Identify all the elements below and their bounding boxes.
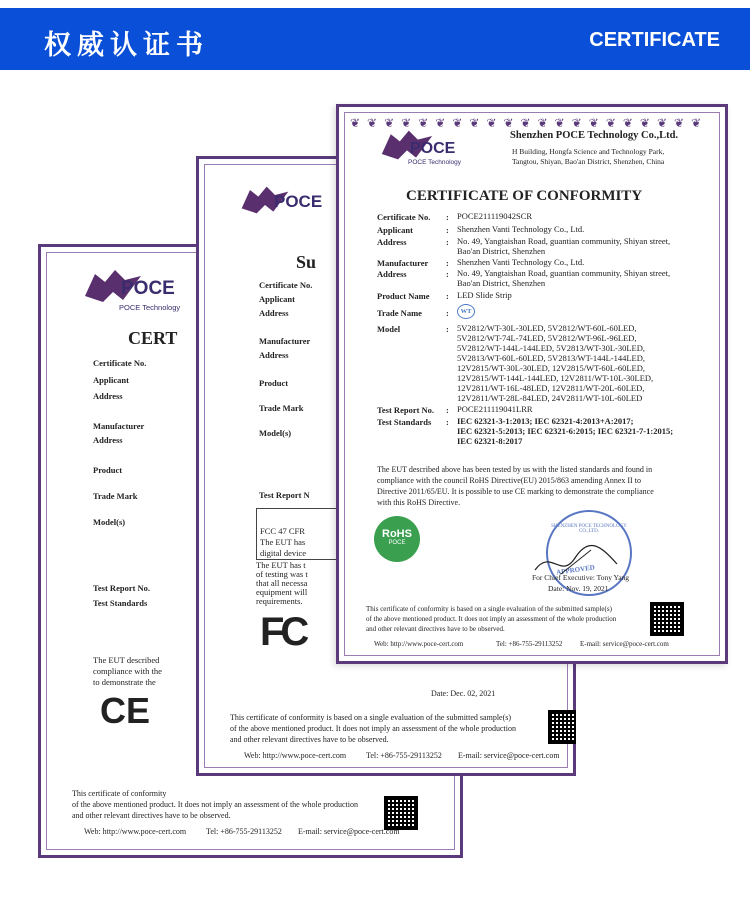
- qr-code: [384, 796, 418, 830]
- company-seal: SHENZHEN POCE TECHNOLOGY CO.,LTD. APPROVED: [546, 510, 632, 596]
- rohs-badge: RoHS POCE: [374, 516, 420, 562]
- certificate-ce: POCE POCE Technology CERT Certificate No. Applicant Address Manufacturer Address Product Trade Mark Model(s) Test Report No. Test Standards The EUT described compliance with the to demonstrate the CE This certificate of conformity of the above mentioned product. It does not imply an assessment of the whole production and other relevant directives have to be observed. Web: http://www.poce-cert.com Tel: +86-755-29113252 E-mail: service@poce-cert.com: [38, 244, 463, 858]
- ce-mark: CE: [100, 690, 151, 731]
- poce-logo: POCE POCE Technology: [83, 266, 223, 316]
- certificate-title: CERTIFICATE OF CONFORMITY: [406, 188, 643, 204]
- poce-logo: POCE POCE Technology: [380, 126, 500, 170]
- trade-name-logo: WT: [457, 304, 475, 319]
- cert-heading: CERT: [128, 328, 178, 348]
- header-banner: [0, 8, 750, 70]
- banner-title-cn: 权威认证书: [44, 30, 209, 61]
- certificate-rohs: ❦ ❦ ❦ ❦ ❦ ❦ ❦ ❦ ❦ ❦ ❦ ❦ ❦ ❦ ❦ ❦ ❦ ❦ ❦ ❦ ❦ POCE POCE Technology Shenzhen POCE Technology Co.,Ltd. H Building, Hongfa Science and Technology Park, Tangtou, Shiyan, Bao'an District, Shenzhen, China CERTIFICATE OF CONFORMITY Certificate No. : POCE211119042SCR Applicant : Shenzhen Vanti Technology Co., Ltd. Address : No. 49, Yangtaishan Road, guantian community, Shiyan street, Bao'an District, Shenzhen Manufacturer : Shenzhen Vanti Technology Co., Ltd. Address : No. 49, Yangtaishan Road, guantian community, Shiyan street, Bao'an District, Shenzhen Product Name : LED Slide Strip Trade Name : WT Model : 5V2812/WT-30L-30LED, 5V2812/WT-60L-60LED, 5V2812/WT-74L-74LED, 5V2812/WT-96L-96LED, 5V2812/WT-144L-144LED, 5V2813/WT-30L-30LED, 5V2813/WT-60L-60LED, 5V2813/WT-144L-144LED, 12V2815/WT-30L-30LED, 12V2815/WT-60L-60LED, 12V2815/WT-144L-144LED, 12V2811/WT-10L-30LED, 12V2811/WT-16L-48LED, 12V2811/WT-20L-60LED, 12V2811/WT-28L-84LED, 24V2811/WT-10L-60LED Test Report No. : POCE211119041LRR Test Standards : IEC 62321-3-1:2013; IEC 62321-4:2013+A:2017; IEC 62321-5:2013; IEC 62321-6:2015; IEC 62321-7-1:2015; IEC 62321-8:2017 The EUT described above has been tested by us with the listed standards and found in compliance with the council RoHS Directive(EU) 2015/863 amending Annex II to Directive 2011/65/EU. It is possible to use CE marking to demonstrate the compliance with this RoHS Directive. RoHS POCE SHENZHEN POCE TECHNOLOGY CO.,LTD. APPROVED For Chief Executive: Tony Yang Date: Nov. 19, 2021 This certificate of conformity is based on a single evaluation of the submitted sample(s) of the above mentioned product. It does not imply an assessment of the whole production and other relevant directives have to be observed. Web: http://www.poce-cert.com Tel: +86-755-29113252 E-mail: service@poce-cert.com: [336, 104, 728, 664]
- qr-code: [548, 710, 576, 744]
- certificate-fcc: POCE Su Certificate No. Applicant Address Manufacturer Address Product Trade Mark Model(s) Test Report N FCC 47 CFR The EUT has digital device The EUT has t of testing was t that all necessa equipment will requirements. FC Date: Dec. 02, 2021 This certificate of conformity is based on a single evaluation of the submitted sample(s) of the above mentioned product. It does not imply an assessment of the whole production and other relevant directives have to be observed. Web: http://www.poce-cert.com Tel: +86-755-29113252 E-mail: service@poce-cert.com: [196, 156, 576, 776]
- qr-code: [650, 602, 684, 636]
- cert-heading: Su: [296, 252, 317, 272]
- fcc-mark: FC: [260, 610, 306, 654]
- banner-title-en: CERTIFICATE: [589, 29, 720, 51]
- border-ornament-top: ❦ ❦ ❦ ❦ ❦ ❦ ❦ ❦ ❦ ❦ ❦ ❦ ❦ ❦ ❦ ❦ ❦ ❦ ❦ ❦ ❦: [350, 116, 704, 130]
- company-name: Shenzhen POCE Technology Co.,Ltd.: [510, 130, 679, 141]
- poce-logo: POCE: [240, 182, 340, 222]
